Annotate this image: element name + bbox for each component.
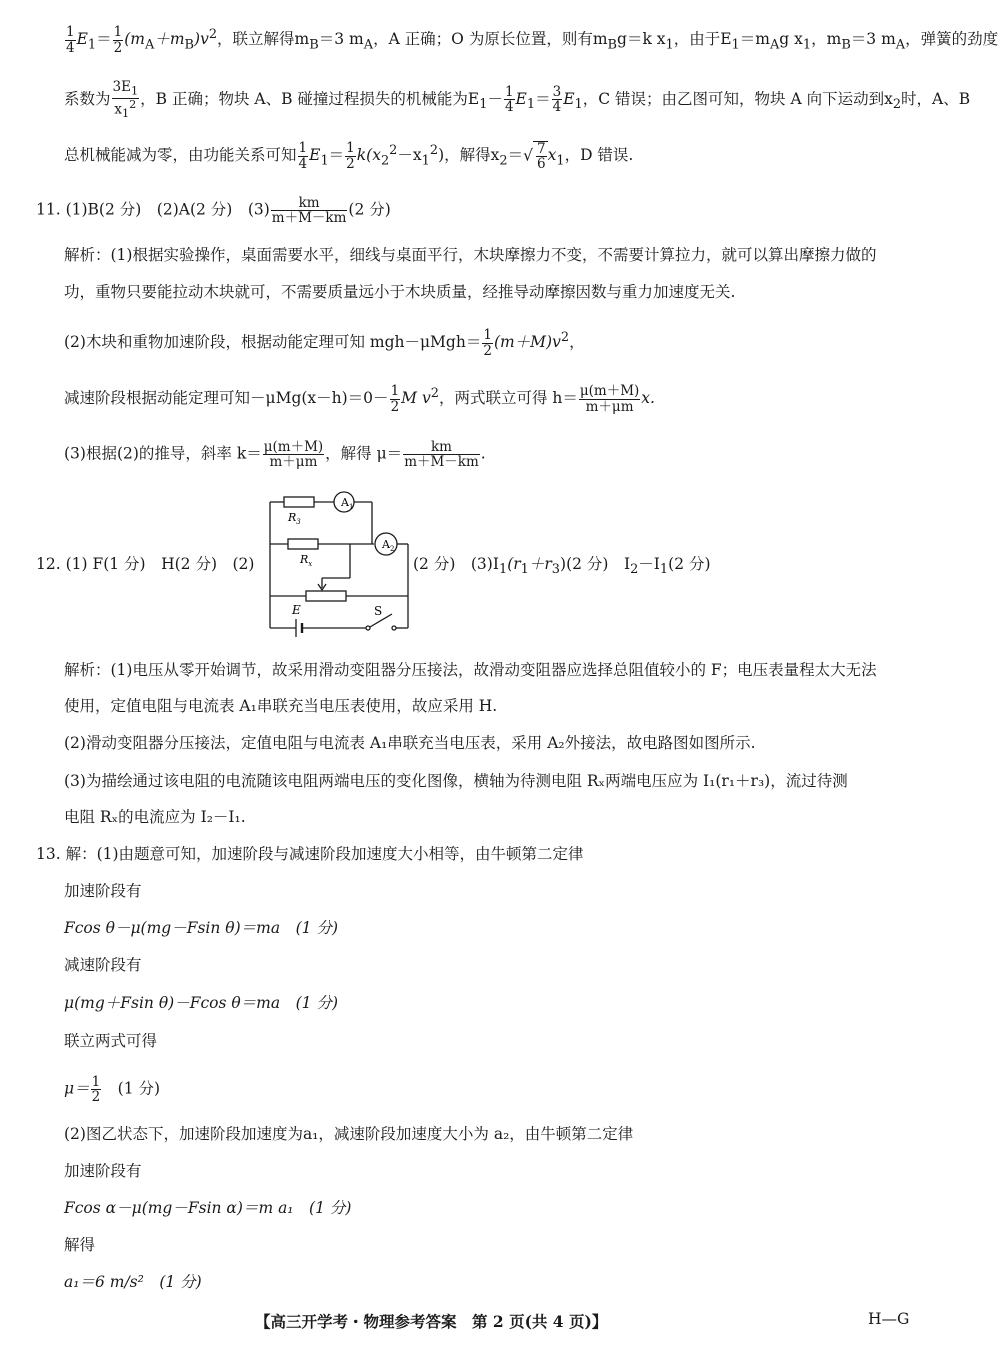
answer-12-header: 12. (1) F(1 分) H(2 分) (2) (36, 555, 255, 573)
answer-13-line-8: (2)图乙状态下，加速阶段加速度为a₁，减速阶段加速度大小为 a₂，由牛顿第二定律 (64, 1125, 634, 1143)
answer-10-line-1: $\frac{1}{4}$ $E_1=$ $\frac{1}{2}$ $(m_A+m_B)v^2$，联立解得$m_B=3$ $m_A$，A 正确；O 为原长位置，则有$m_Bg=k$ $x_1$，由于$E_1=m_Ag$ $x_1$，$m_B=3$ $m_A$，弹簧的劲度 (66, 24, 998, 56)
footer-code: H—G (868, 1310, 910, 1328)
answer-12-analysis-2: 使用，定值电阻与电流表 A₁串联充当电压表使用，故应采用 H. (64, 697, 498, 715)
answer-11-header: 11. (1)B(2 分) (2)A(2 分) (3) $\frac{km}{m+M-km}$ (2 分) (36, 195, 391, 227)
answer-13-result-mu: μ＝ $\frac{1}{2}$ (1 分) (64, 1074, 161, 1106)
fraction: $\frac{3}{4}$ (552, 84, 562, 116)
fraction: $\frac{1}{4}$ (66, 24, 75, 56)
fraction: $\frac{km}{m+M-km}$ (404, 439, 479, 471)
fraction: $\frac{1}{4}$ (298, 140, 308, 172)
answer-13-eq-1: Fcos θ－μ(mg－Fsin θ)＝ma (1 分) (64, 919, 338, 937)
answer-10-line-2: 系数为 $\frac{3E_1}{x_1^2}$ ，B 正确；物块 A、B 碰撞过程损失的机械能为$E_1-$ $\frac{1}{4}$ $E_1=$ $\frac{3}{4}$ $E_1$，C 错误；由乙图可知，物块 A 向下运动到$x_2$时，A、B (64, 79, 971, 120)
fraction: $\frac{\mu(m+M)}{m+\mu m}$ (263, 439, 324, 471)
fraction: $\frac{1}{4}$ (504, 84, 514, 116)
answer-13-eq-2: μ(mg＋Fsin θ)－Fcos θ＝ma (1 分) (64, 994, 338, 1012)
answer-12-analysis-1: 解析：(1)电压从零开始调节，故采用滑动变阻器分压接法，故滑动变阻器应选择总阻值较小的 F；电压表量程太大无法 (64, 661, 877, 679)
footer-title: 【高三开学考・物理参考答案 第 2 页(共 4 页)】 (255, 1312, 608, 1331)
svg-text:Rx: $R_x$ (300, 553, 313, 568)
answer-13-line-11: 解得 (64, 1236, 96, 1254)
fraction: $\frac{1}{2}$ (390, 383, 400, 415)
answer-11-analysis-4: 减速阶段根据动能定理可知－μMg(x－h)＝0－ $\frac{1}{2}$ M $v^2$，两式联立可得 h＝ $\frac{\mu(m+M)}{m+\mu m}$ x. (64, 383, 655, 415)
answer-11-analysis-2: 功，重物只要能拉动木块就可，不需要质量远小于木块质量，经推导动摩擦因数与重力加速度无关. (64, 283, 736, 301)
answer-12-tail: (2 分) $(3)I_1(r_1+r_3)(2$ 分) $I_2-I_1(2$ 分) (413, 555, 711, 578)
fraction: $\frac{3E_1}{x_1^2}$ (112, 79, 139, 120)
answer-10-line-3: 总机械能减为零，由功能关系可知 $\frac{1}{4}$ $E_1=$ $\frac{1}{2}$ $k(x_2^2-x_1^2)$，解得$x_2=√$ $\frac{7}{6}$ $x_1$，D 错误. (64, 140, 634, 173)
fraction: $\frac{1}{2}$ (483, 327, 492, 359)
answer-11-analysis-3: (2)木块和重物加速阶段，根据动能定理可知 mgh－μMgh＝ $\frac{1}{2}$ $(m+M)v^2$， (64, 327, 585, 359)
resistor-rx (288, 539, 318, 549)
square-root: √ $\frac{7}{6}$ (523, 140, 546, 173)
fraction: $\frac{km}{m+M-km}$ (271, 195, 347, 227)
rheostat (306, 591, 346, 601)
fraction: $\frac{1}{2}$ (91, 1074, 101, 1106)
svg-text:A2: $A_2$ (382, 538, 395, 553)
svg-text:E: E (292, 603, 301, 617)
answer-11-analysis-1: 解析：(1)根据实验操作，桌面需要水平，细线与桌面平行，木块摩擦力不变，不需要计算拉力，就可以算出摩擦力做的 (64, 246, 877, 264)
answer-12-analysis-3: (2)滑动变阻器分压接法，定值电阻与电流表 A₁串联充当电压表，采用 A₂外接法，故电路图如图所示. (64, 734, 756, 752)
answer-13-eq-3: Fcos α－μ(mg－Fsin α)＝m a₁ (1 分) (64, 1199, 352, 1217)
svg-text:S: S (374, 604, 383, 618)
answer-12-analysis-5: 电阻 Rₓ的电流应为 I₂－I₁. (64, 808, 246, 826)
svg-text:A1: $A_1$ (341, 496, 354, 511)
resistor-r3 (284, 497, 314, 507)
answer-13-line-6: 联立两式可得 (64, 1032, 158, 1050)
fraction: $\frac{1}{2}$ (346, 140, 355, 172)
fraction: $\frac{\mu(m+M)}{m+\mu m}$ (579, 383, 640, 415)
svg-text:R3: $R_3$ (288, 511, 301, 526)
answer-13-line-1: 13. 解：(1)由题意可知，加速阶段与减速阶段加速度大小相等，由牛顿第二定律 (36, 845, 584, 863)
fraction: $\frac{1}{2}$ (113, 24, 123, 56)
answer-13-line-9: 加速阶段有 (64, 1162, 142, 1180)
answer-12-analysis-4: (3)为描绘通过该电阻的电流随该电阻两端电压的变化图像，横轴为待测电阻 Rₓ两端电压应为 I₁(r₁＋r₃)，流过待测 (64, 772, 848, 790)
answer-11-analysis-5: (3)根据(2)的推导，斜率 k＝ $\frac{\mu(m+M)}{m+\mu m}$ ，解得 μ＝ $\frac{km}{m+M-km}$ . (64, 439, 486, 471)
circuit-diagram (262, 488, 412, 633)
answer-13-line-2: 加速阶段有 (64, 882, 142, 900)
answer-13-line-4: 减速阶段有 (64, 956, 142, 974)
answer-13-result-a1: a₁＝6 m/s² (1 分) (64, 1273, 202, 1291)
